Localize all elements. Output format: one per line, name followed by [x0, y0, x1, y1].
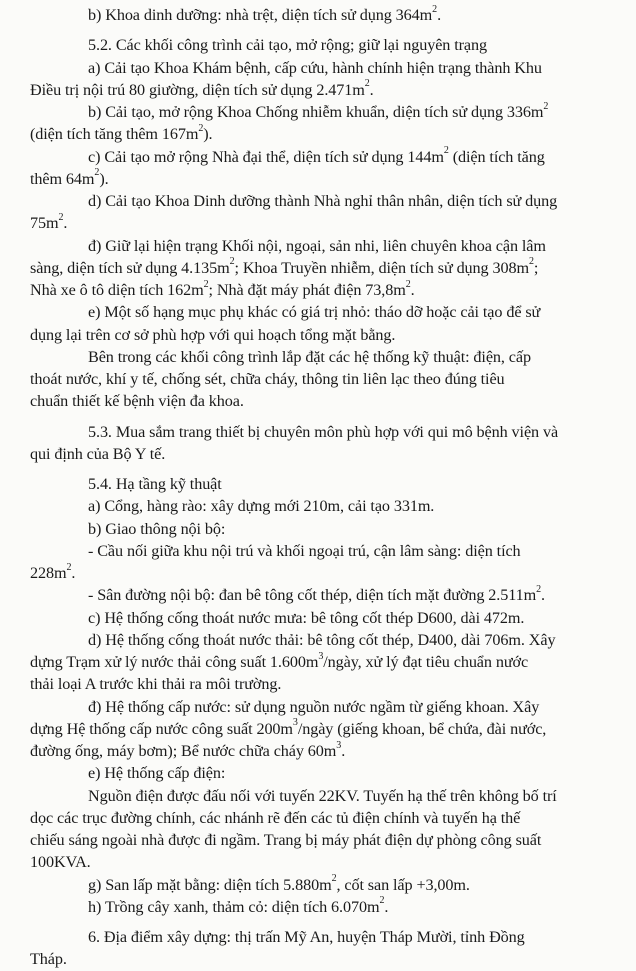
text-line: đ) Giữ lại hiện trạng Khối nội, ngoại, sản nhi, liên chuyên khoa cận lâm — [88, 236, 546, 255]
text-line: 100KVA. — [30, 853, 91, 872]
text-line: Nhà xe ô tô diện tích $162m^2$; Nhà đặt máy phát điện $73,8m^2$. — [30, 278, 415, 299]
text-line: Nguồn điện được đấu nối với tuyến 22KV. Tuyến hạ thế trên không bố trí — [88, 786, 557, 805]
text-line: dựng Hệ thống cấp nước công suất $200m^3$/ngày (giếng khoan, bể chứa, đài nước, — [30, 717, 547, 738]
text-line: b) Giao thông nội bộ: — [88, 519, 226, 538]
text-line: d) Cải tạo Khoa Dinh dưỡng thành Nhà nghỉ thân nhân, diện tích sử dụng — [88, 192, 558, 210]
section-heading-6: 6. Địa điểm xây dựng: thị trấn Mỹ An, huyện Tháp Mười, tỉnh Đồng — [88, 928, 525, 946]
text-line: $75m^2$. — [30, 211, 68, 233]
text-line: dọc các trục đường chính, các nhánh rẽ đến các tủ điện chính và tuyến hạ thế — [30, 808, 521, 827]
text-line: g) San lấp mặt bằng: diện tích $5.880m^2$, cốt san lấp +3,00m. — [88, 873, 470, 894]
text-line: Bên trong các khối công trình lắp đặt các hệ thống kỹ thuật: điện, cấp — [88, 347, 531, 366]
text-line: dựng Trạm xử lý nước thải công suất $1.600m^3$/ngày, xử lý đạt tiêu chuẩn nước — [30, 650, 529, 671]
text-line: $228m^2$. — [30, 561, 76, 582]
text-line: e) Hệ thống cấp điện: — [88, 764, 226, 783]
text-line: sàng, diện tích sử dụng $4.135m^2$; Khoa Truyền nhiễm, diện tích sử dụng $308m^2$; — [30, 256, 539, 277]
section-heading-5-2: 5.2. Các khối công trình cải tạo, mở rộng; giữ lại nguyên trạng — [88, 36, 487, 55]
text-line: chiếu sáng ngoài nhà được đi ngầm. Trang bị máy phát điện dự phòng công suất — [30, 831, 542, 849]
text-line: b) Khoa dinh dưỡng: nhà trệt, diện tích sử dụng $364m^2$. — [88, 3, 442, 24]
text-line: - Cầu nối giữa khu nội trú và khối ngoại trú, cận lâm sàng: diện tích — [88, 541, 521, 560]
text-line: a) Cải tạo Khoa Khám bệnh, cấp cứu, hành chính hiện trạng thành Khu — [88, 58, 542, 77]
text-line: đường ống, máy bơm); Bể nước chữa cháy $60m^3$. — [30, 739, 346, 760]
text-line: Tháp. — [30, 950, 67, 969]
text-line: thêm $64m^2$). — [30, 167, 109, 188]
text-line: e) Một số hạng mục phụ khác có giá trị nhỏ: tháo dỡ hoặc cải tạo để sử — [88, 303, 541, 322]
text-line: thải loại A trước khi thải ra môi trường. — [30, 675, 282, 694]
text-line: chuẩn thiết kế bệnh viện đa khoa. — [30, 392, 244, 411]
text-line: - Sân đường nội bộ: đan bê tông cốt thép, diện tích mặt đường $2.511m^2$. — [88, 583, 545, 605]
section-heading-5-4: 5.4. Hạ tầng kỹ thuật — [88, 475, 222, 493]
text-line: h) Trồng cây xanh, thảm cỏ: diện tích $6.070m^2$. — [88, 895, 389, 916]
text-line: b) Cải tạo, mở rộng Khoa Chống nhiễm khuẩn, diện tích sử dụng $336m^2$ — [88, 100, 549, 121]
text-line: a) Cổng, hàng rào: xây dựng mới 210m, cải tạo 331m. — [88, 497, 435, 516]
text-line: đ) Hệ thống cấp nước: sử dụng nguồn nước ngầm từ giếng khoan. Xây — [88, 697, 540, 716]
text-line: c) Cải tạo mở rộng Nhà đại thể, diện tích sử dụng $144m^2$ (diện tích tăng — [88, 145, 545, 166]
text-line: c) Hệ thống cống thoát nước mưa: bê tông cốt thép D600, dài 472m. — [88, 608, 525, 627]
text-line: Điều trị nội trú 80 giường, diện tích sử dụng $2.471m^2$. — [30, 78, 374, 99]
text-line: (diện tích tăng thêm $167m^2$). — [30, 122, 213, 144]
section-heading-5-3: 5.3. Mua sắm trang thiết bị chuyên môn phù hợp với qui mô bệnh viện và — [88, 422, 559, 441]
text-line: thoát nước, khí y tế, chống sét, chữa cháy, thông tin liên lạc theo đúng tiêu — [30, 370, 505, 388]
text-line: dụng lại trên cơ sở phù hợp với qui hoạch tổng mặt bằng. — [30, 325, 396, 344]
text-line: d) Hệ thống cống thoát nước thải: bê tông cốt thép, D400, dài 706m. Xây — [88, 630, 556, 649]
text-line: qui định của Bộ Y tế. — [30, 444, 166, 463]
